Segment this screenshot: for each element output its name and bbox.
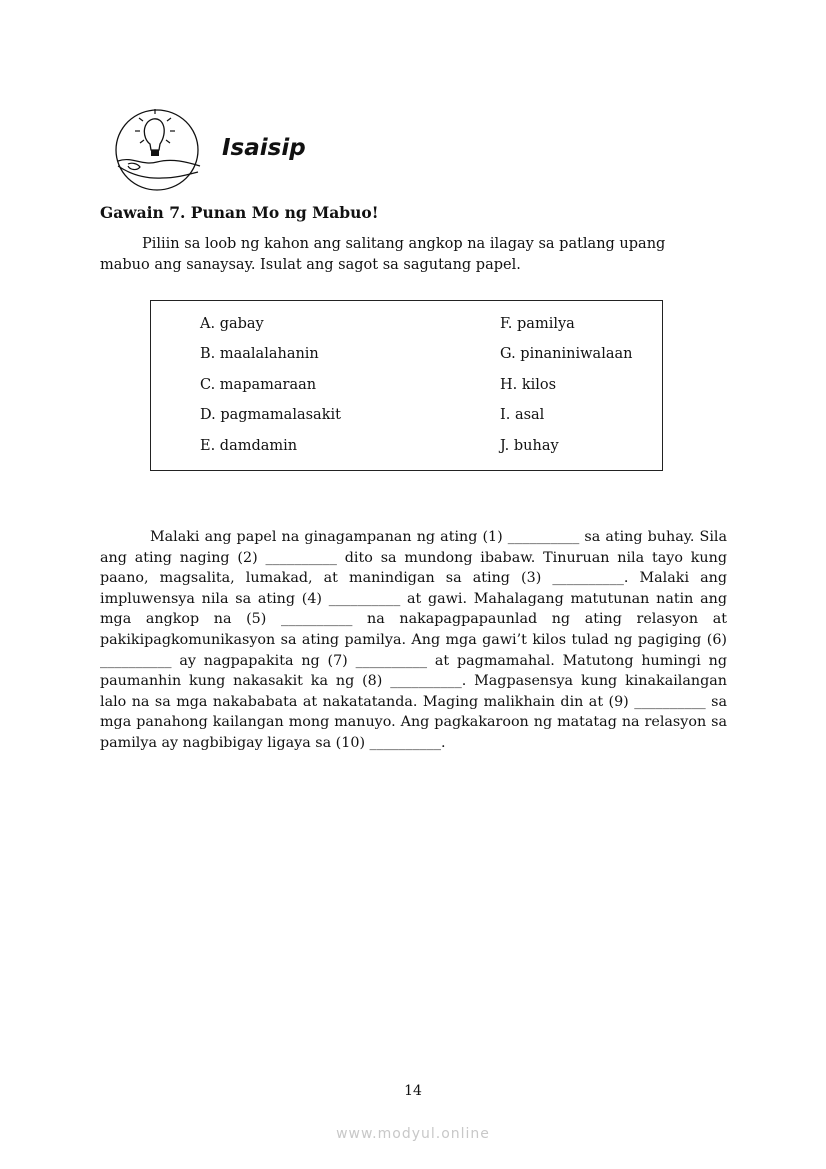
lightbulb-in-hand-icon [112,106,208,192]
choice-g: G. pinaniniwalaan [500,346,633,362]
section-title: Isaisip [222,135,306,161]
choice-e: E. damdamin [200,438,298,454]
word-choice-box [150,300,663,471]
choice-a: A. gabay [200,316,264,332]
choice-b: B. maalalahanin [200,346,319,362]
page-number: 14 [404,1083,422,1099]
choice-i: I. asal [500,407,545,423]
choice-j: J. buhay [500,438,559,454]
choice-d: D. pagmamalasakit [200,407,341,423]
watermark: www.modyul.online [336,1126,490,1142]
choice-h: H. kilos [500,377,557,393]
choice-c: C. mapamaraan [200,377,317,393]
fill-in-passage: Malaki ang papel na ginagampanan ng ating (1) __________ sa ating buhay. Sila ang ating naging (2) __________ dito sa mundong ibabaw. Tinuruan nila tayo kung paano, magsalita, lumakad, at manindigan sa ating (3) __________. Malaki ang impluwensya nila sa ating (4) __________ at gawi. Mahalagang matutunan natin ang mga angkop na (5) __________ na nakapagpapaunlad ng ating relasyon at pakikipagkomunikasyon sa ating pamilya. Ang mga gawi’t kilos tulad ng pagiging (6) __________ ay nagpapakita ng (7) __________ at pagmamahal. Matutong humingi ng paumanhin kung nakasakit ka ng (8) __________. Magpasensya kung kinakailangan lalo na sa mga nakababata at nakatatanda. Maging malikhain din at (9) __________ sa mga panahong kailangan mong manuyo. Ang pagkakaroon ng matatag na relasyon sa pamilya ay nagbibigay ligaya sa (10) __________. [100,529,727,751]
instructions: Piliin sa loob ng kahon ang salitang angkop na ilagay sa patlang upang mabuo ang sanaysay. Isulat ang sagot sa sagutang papel. [100,236,666,273]
choice-f: F. pamilya [500,316,575,332]
activity-title: Gawain 7. Punan Mo ng Mabuo! [100,203,379,222]
